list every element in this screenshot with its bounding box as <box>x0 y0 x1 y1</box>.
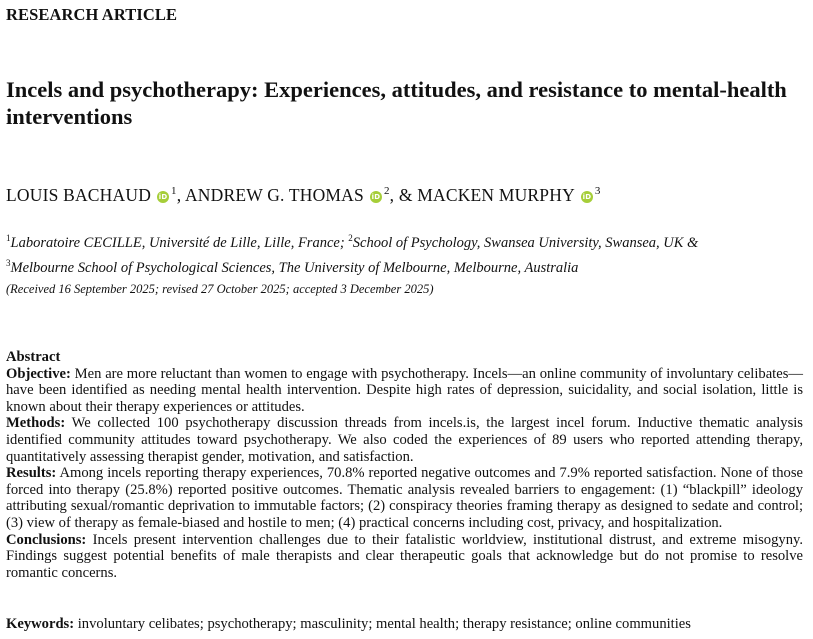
orcid-icon[interactable]: iD <box>158 193 168 201</box>
section-text: Men are more reluctant than women to engage with psychotherapy. Incels—an online community of involuntary celibates—have been identified as needing mental health intervention. Despite high rates of depression, suicidality, and social isolation, little is known about their therapy experiences or attitudes. <box>6 365 803 415</box>
keywords <box>6 616 691 633</box>
affiliation-number: 3 <box>6 257 11 268</box>
section-text: Incels present intervention challenges due to their fatalistic worldview, institutional distrust, and extreme misogyny. Findings suggest potential benefits of male therapists and clear therapeutic goals that acknowledge but do not promise to resolve romantic concerns. <box>6 531 803 581</box>
author-name: LOUIS BACHAUD <box>6 185 152 205</box>
author-separator: , & <box>389 185 418 205</box>
author-affiliation-number: 2 <box>383 185 390 197</box>
affiliation-text: Laboratoire CECILLE, Université de Lille, Lille, France; <box>10 234 349 251</box>
affiliations <box>6 228 806 278</box>
keywords-text: involuntary celibates; psychotherapy; masculinity; mental health; therapy resistance; online communities <box>74 616 691 632</box>
section-label: Conclusions: <box>6 531 87 548</box>
section-text: Among incels reporting therapy experiences, 70.8% reported negative outcomes and 7.9% reported satisfaction. None of those forced into therapy (25.8%) reported positive outcomes. Thematic analysis revealed barriers to engagement: (1) “blackpill” ideology attributing sexual/romantic deprivation to immutable factors; (2) conspiracy theories framing therapy as designed to sedate and control; (3) view of therapy as female-biased and hostile to men; (4) practical concerns including cost, privacy, and hospitalization. <box>6 465 803 531</box>
abstract <box>6 349 803 581</box>
abstract-heading: Abstract <box>6 349 61 365</box>
section-label: Objective: <box>6 365 71 382</box>
author-name: MACKEN MURPHY <box>417 185 575 205</box>
received-dates: (Received 16 September 2025; revised 27 October 2025; accepted 3 December 2025) <box>6 282 434 296</box>
affiliation-number: 2 <box>348 233 353 243</box>
author-separator: , <box>176 185 185 205</box>
affiliation-text: School of Psychology, Swansea University, Swansea, UK & <box>352 234 699 251</box>
keywords-label: Keywords: <box>6 616 75 632</box>
orcid-icon[interactable]: iD <box>371 193 381 201</box>
abstract-objective <box>6 366 803 416</box>
section-label: Results: <box>6 465 57 482</box>
affiliation-number: 1 <box>6 233 11 243</box>
paper-title: Incels and psychotherapy: Experiences, attitudes, and resistance to mental-health interventions <box>6 77 787 129</box>
abstract-methods <box>6 415 803 465</box>
author-list <box>6 185 601 206</box>
orcid-icon[interactable]: iD <box>582 193 592 201</box>
affiliation-text: Melbourne School of Psychological Sciences, The University of Melbourne, Melbourne, Australia <box>10 259 579 276</box>
article-type-label: RESEARCH ARTICLE <box>6 5 178 24</box>
section-label: Methods: <box>6 415 66 432</box>
section-text: We collected 100 psychotherapy discussion threads from incels.is, the largest incel forum. Inductive thematic analysis identified community attitudes toward psychotherapy. We also coded the experiences of 89 users who reported attending therapy, quantitatively assessing therapist gender, motivation, and satisfaction. <box>6 415 803 465</box>
abstract-conclusions <box>6 532 803 582</box>
author-affiliation-number: 1 <box>171 185 177 197</box>
author-affiliation-number: 3 <box>594 185 601 197</box>
author-name: ANDREW G. THOMAS <box>184 185 364 205</box>
abstract-results <box>6 465 803 531</box>
